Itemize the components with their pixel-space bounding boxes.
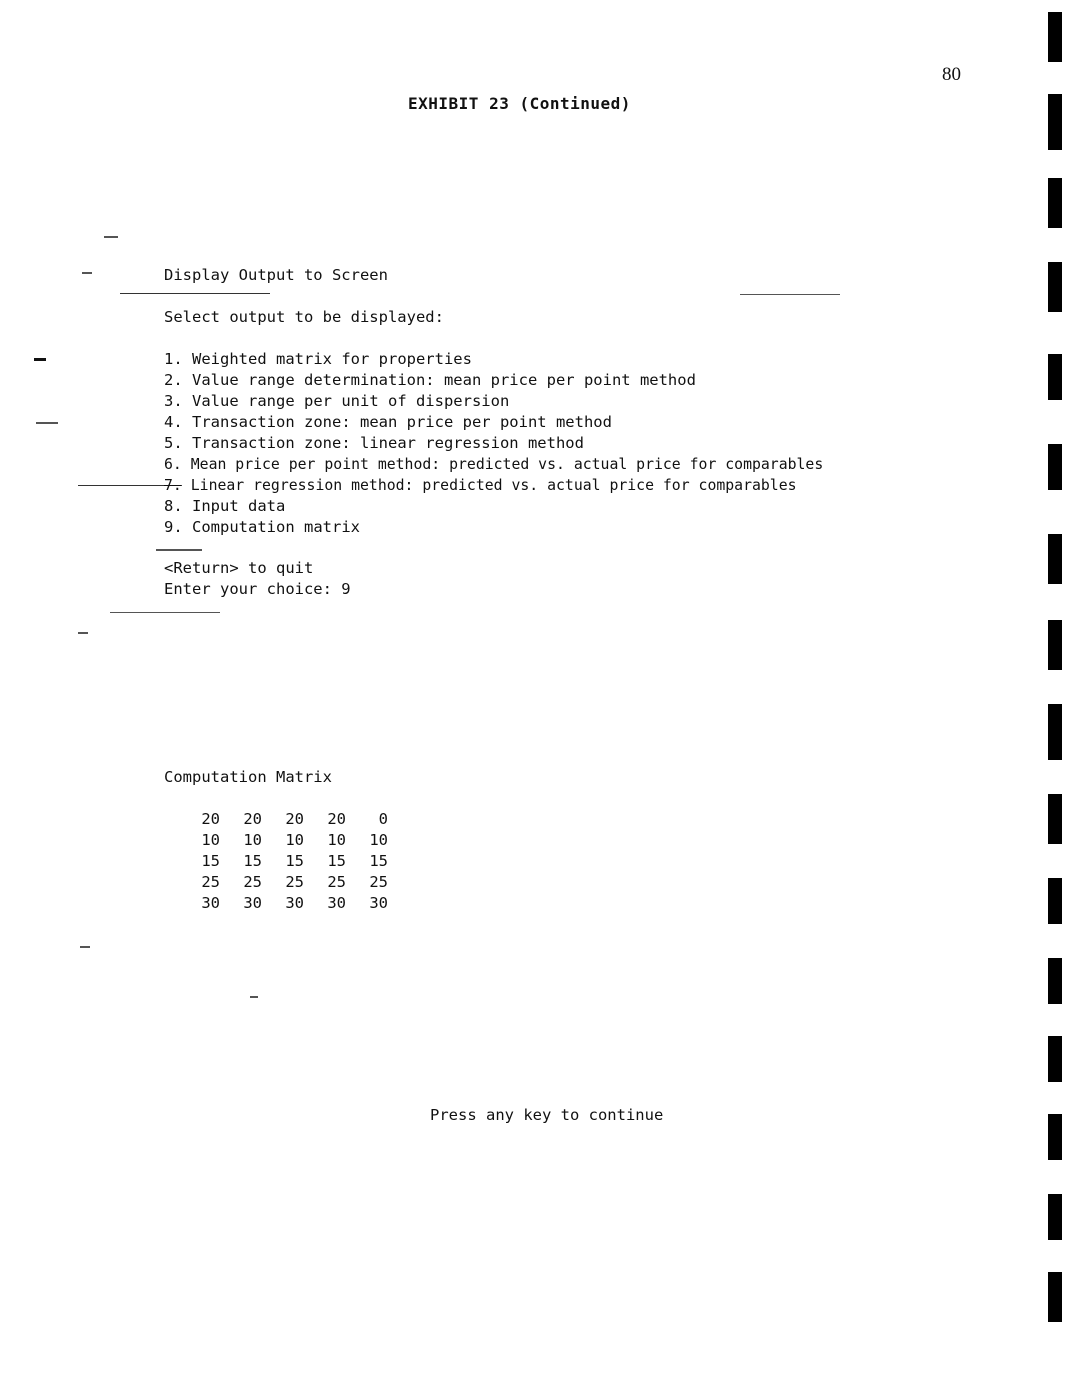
menu-item-number: 6. [164,456,182,473]
matrix-row [182,808,392,829]
choice-prompt[interactable]: Enter your choice: 9 [164,580,351,598]
menu-item-label: Linear regression method: predicted vs. actual price for comparables [190,477,797,494]
matrix-cell: 25 [369,872,388,891]
margin-bar [1048,178,1062,228]
matrix-row [182,829,392,850]
menu-7-strike-line [78,485,164,486]
margin-bar [1048,534,1062,584]
matrix-cell: 25 [285,872,304,891]
select-prompt: Select output to be displayed: [164,308,444,326]
heading-underline [120,293,270,294]
exhibit-title: EXHIBIT 23 (Continued) [408,94,631,113]
menu-item-number: 9. [164,518,183,536]
margin-bar [1048,444,1062,490]
matrix-cell: 30 [327,893,346,912]
menu-item-3[interactable] [164,391,823,412]
scan-speck [110,612,220,613]
matrix-cell: 30 [243,893,262,912]
matrix-cell: 15 [327,851,346,870]
matrix-cell: 20 [285,809,304,828]
menu-item-number: 2. [164,371,183,389]
menu-item-number: 5. [164,434,183,452]
matrix-row [182,892,392,913]
scan-speck [104,236,118,238]
matrix-title: Computation Matrix [164,768,332,786]
scan-speck [82,272,92,274]
menu-item-number: 3. [164,392,183,410]
margin-bar [1048,794,1062,844]
matrix-cell: 10 [327,830,346,849]
margin-bar [1048,620,1062,670]
matrix-cell: 15 [369,851,388,870]
matrix-cell: 20 [201,809,220,828]
margin-bar [1048,1194,1062,1240]
menu-item-label: Mean price per point method: predicted vs. actual price for comparables [190,456,824,473]
computation-matrix [182,808,392,913]
matrix-cell: 10 [201,830,220,849]
matrix-cell: 10 [369,830,388,849]
menu-item-label: Value range per unit of dispersion [192,392,510,410]
matrix-cell: 20 [243,809,262,828]
scan-speck [740,294,840,295]
matrix-cell: 25 [243,872,262,891]
margin-bar [1048,704,1062,760]
menu-item-5[interactable] [164,433,823,454]
matrix-cell: 30 [285,893,304,912]
margin-bar [1048,1272,1062,1322]
matrix-cell: 0 [378,809,388,828]
menu-item-4[interactable] [164,412,823,433]
matrix-cell: 25 [327,872,346,891]
matrix-row [182,850,392,871]
screen-heading: Display Output to Screen [164,266,388,284]
scan-speck [34,358,46,361]
matrix-cell: 15 [201,851,220,870]
margin-bar [1048,1114,1062,1160]
margin-bar [1048,878,1062,924]
continue-prompt[interactable]: Press any key to continue [430,1106,664,1124]
menu-item-label: Input data [192,497,286,515]
output-menu [164,349,823,538]
matrix-cell: 15 [285,851,304,870]
scan-speck [156,549,202,551]
matrix-cell: 30 [369,893,388,912]
margin-bar [1048,262,1062,312]
matrix-cell: 10 [285,830,304,849]
margin-bar [1048,1036,1062,1082]
menu-item-label: Computation matrix [192,518,360,536]
matrix-cell: 20 [327,809,346,828]
margin-bar [1048,958,1062,1004]
menu-item-label: Transaction zone: linear regression method [192,434,584,452]
scan-speck [36,422,58,424]
menu-item-2[interactable] [164,370,823,391]
menu-item-number: 7. [164,477,182,494]
margin-bar [1048,12,1062,62]
page-number: 80 [942,64,961,85]
menu-item-6[interactable] [164,454,823,475]
menu-item-number: 4. [164,413,183,431]
matrix-cell: 15 [243,851,262,870]
menu-item-9[interactable] [164,517,823,538]
scan-speck [80,946,90,948]
menu-item-label: Weighted matrix for properties [192,350,472,368]
menu-item-1[interactable] [164,349,823,370]
matrix-row [182,871,392,892]
menu-item-number: 1. [164,350,183,368]
margin-bar [1048,94,1062,150]
menu-item-7[interactable] [164,475,823,496]
margin-bar [1048,354,1062,400]
quit-hint: <Return> to quit [164,559,314,577]
menu-item-label: Transaction zone: mean price per point method [192,413,612,431]
scan-speck [250,996,258,998]
matrix-cell: 30 [201,893,220,912]
menu-item-8[interactable] [164,496,823,517]
menu-item-label: Value range determination: mean price per point method [192,371,696,389]
matrix-cell: 25 [201,872,220,891]
menu-item-number: 8. [164,497,183,515]
matrix-cell: 10 [243,830,262,849]
scan-speck [78,632,88,634]
